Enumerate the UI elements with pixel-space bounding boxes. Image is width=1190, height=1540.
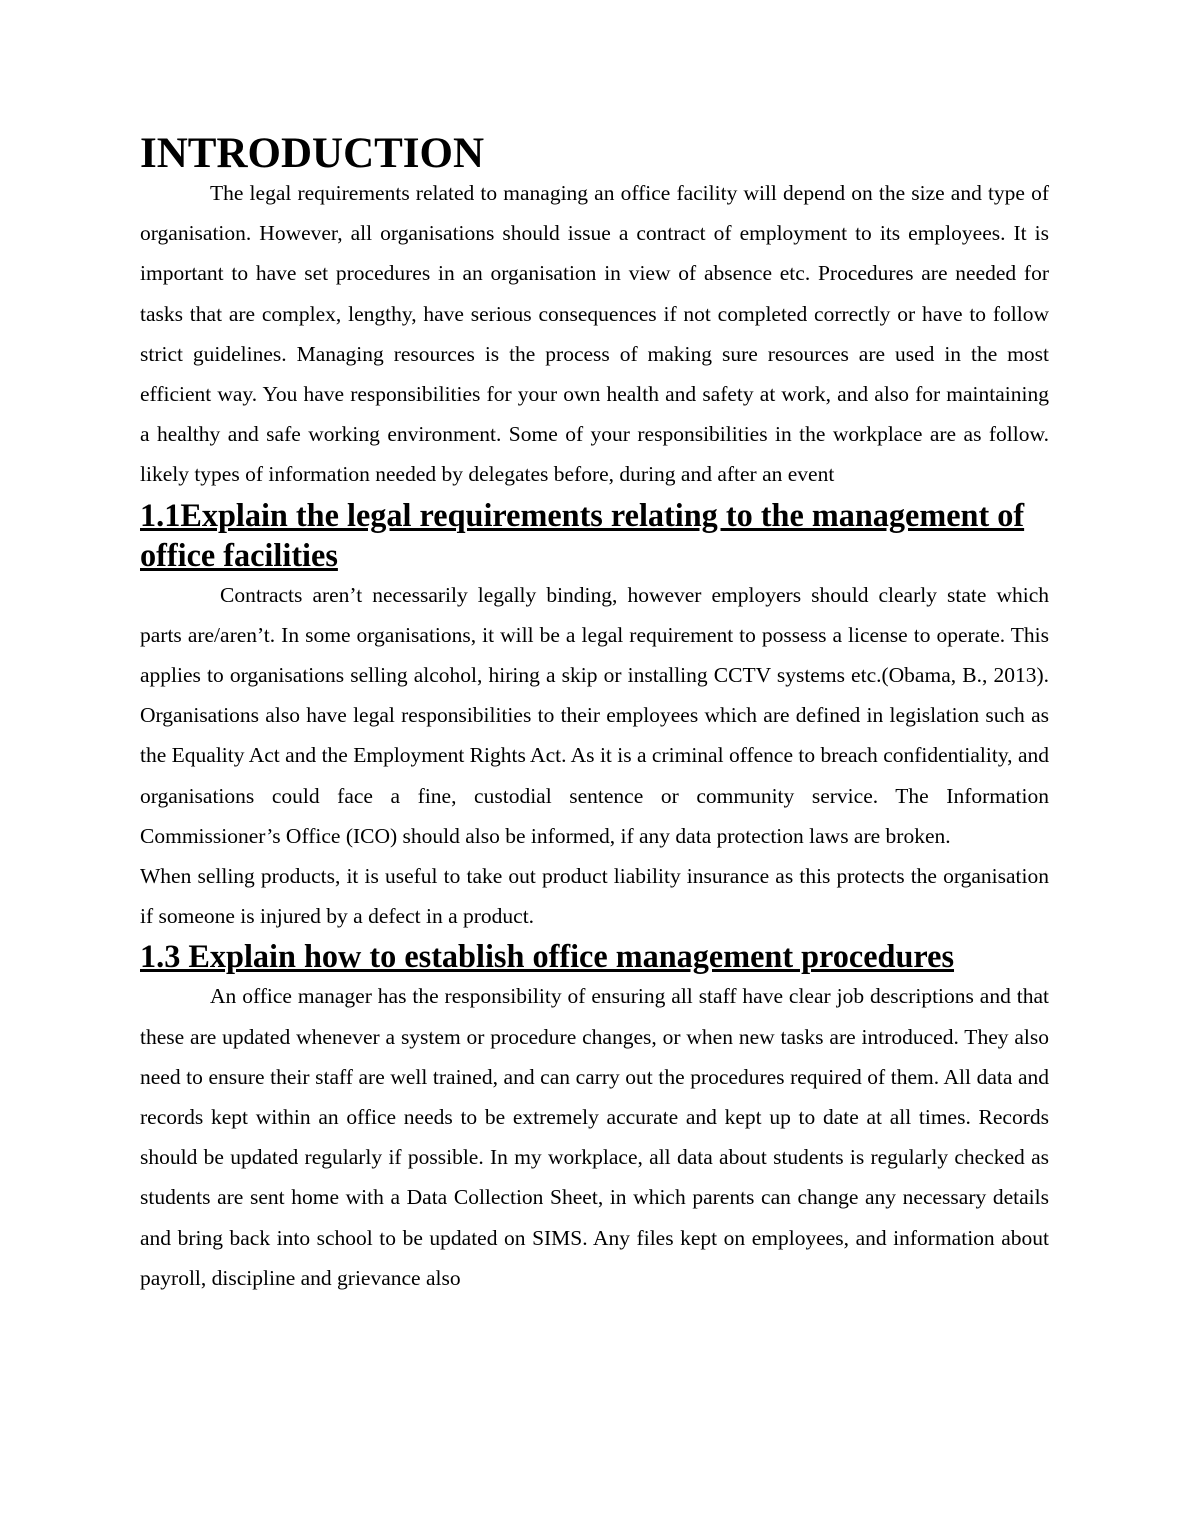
section-1-1-paragraph-1: Contracts aren’t necessarily legally binding, however employers should clearly state which parts are/aren’t. In some organisations, it will be a legal requirement to possess a license to operate. This applies to organisations selling alcohol, hiring a skip or installing CCTV systems etc.(Obama, B., 2013). Organisations also have legal responsibilities to their employees which are defined in legislation such as the Equality Act and the Employment Rights Act. As it is a criminal offence to breach confidentiality, and organisations could face a fine, custodial sentence or community service. The Information Commissioner’s Office (ICO) should also be informed, if any data protection laws are broken.: [140, 582, 1049, 848]
section-1-3-heading: 1.3 Explain how to establish office management procedures: [140, 938, 955, 975]
section-1-1-heading: 1.1Explain the legal requirements relating to the management of office facilities: [140, 496, 1025, 573]
page-title: INTRODUCTION: [140, 130, 485, 177]
intro-paragraph: The legal requirements related to managing an office facility will depend on the size and type of organisation. However, all organisations should issue a contract of employment to its employees. It is important to have set procedures in an organisation in view of absence etc. Procedures are needed for tasks that are complex, lengthy, have serious consequences if not completed correctly or have to follow strict guidelines. Managing resources is the process of making sure resources are used in the most efficient way. You have responsibilities for your own health and safety at work, and also for maintaining a healthy and safe working environment. Some of your responsibilities in the workplace are as follow. likely types of information needed by delegates before, during and after an event: [140, 181, 1049, 487]
section-1-3-paragraph-1: An office manager has the responsibility of ensuring all staff have clear job descriptions and that these are updated whenever a system or procedure changes, or when new tasks are introduced. They also need to ensure their staff are well trained, and can carry out the procedures required of them. All data and records kept within an office needs to be extremely accurate and kept up to date at all times. Records should be updated regularly if possible. In my workplace, all data about students is regularly checked as students are sent home with a Data Collection Sheet, in which parents can change any necessary details and bring back into school to be updated on SIMS. Any files kept on employees, and information about payroll, discipline and grievance also: [140, 984, 1049, 1290]
section-1-1-paragraph-2: When selling products, it is useful to take out product liability insurance as this protects the organisation if someone is injured by a defect in a product.: [140, 864, 1049, 929]
document-page: [140, 130, 1049, 1298]
